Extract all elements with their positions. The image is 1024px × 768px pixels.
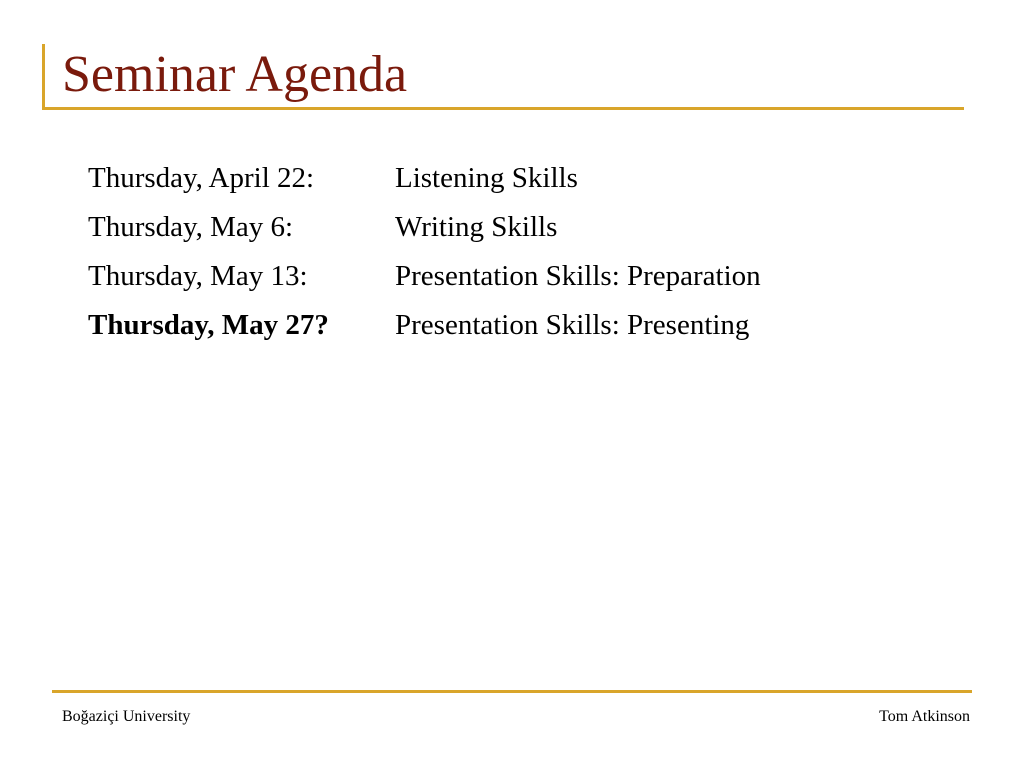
footer-rule [52,690,972,693]
agenda-topic: Listening Skills [395,162,578,194]
agenda-date: Thursday, May 6: [88,211,294,243]
agenda-date: Thursday, May 27? [88,309,329,341]
agenda-topic: Writing Skills [395,211,558,243]
agenda-topic: Presentation Skills: Presenting [395,309,750,341]
footer-institution: Boğaziçi University [62,708,191,725]
agenda-date: Thursday, May 13: [88,260,308,292]
agenda-topic: Presentation Skills: Preparation [395,260,761,292]
title-accent-bar [42,44,45,108]
agenda-date: Thursday, April 22: [88,162,315,194]
footer-author: Tom Atkinson [879,708,970,725]
slide-title: Seminar Agenda [62,46,408,103]
